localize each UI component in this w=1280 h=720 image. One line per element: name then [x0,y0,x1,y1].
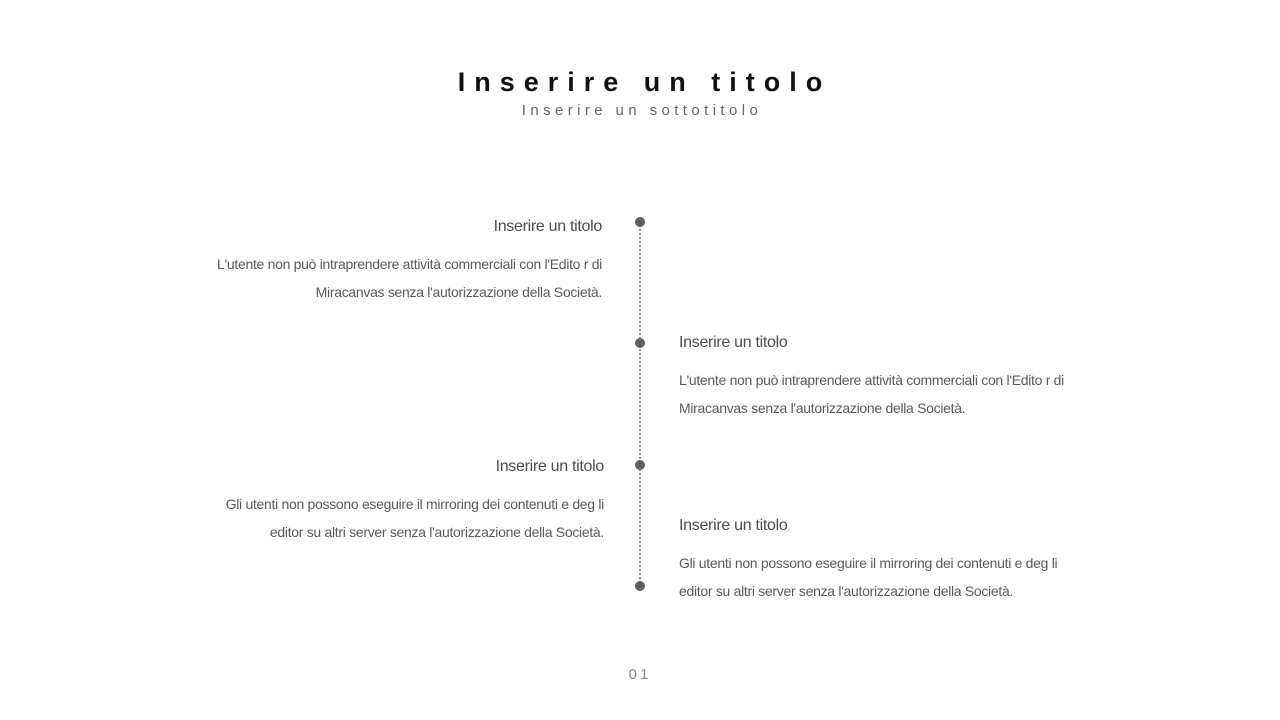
timeline-dot-2 [635,338,645,348]
timeline-item-4 [679,515,1079,605]
timeline-item-title: Inserire un titolo [679,517,788,534]
timeline-dot-4 [635,581,645,591]
timeline-item-text: Gli utenti non possono eseguire il mirroring dei contenuti e deg li editor su altri server senza l'autorizzazione della Società. [225,496,604,540]
slide-subtitle: Inserire un sottotitolo [521,102,763,119]
timeline-item-2 [679,332,1079,422]
timeline-item-text: L'utente non può intraprendere attività commerciali con l'Edito r di Miracanvas senza l'autorizzazione della Società. [217,256,602,300]
timeline-item-3 [204,456,604,546]
timeline-item-title: Inserire un titolo [495,458,604,475]
timeline-line [639,222,641,586]
timeline-dot-1 [635,217,645,227]
timeline-dot-3 [635,460,645,470]
timeline-item-title: Inserire un titolo [679,334,788,351]
timeline-item-text: Gli utenti non possono eseguire il mirroring dei contenuti e deg li editor su altri server senza l'autorizzazione della Società. [679,555,1058,599]
slide-header [0,60,1280,119]
page-number: 01 [628,666,652,683]
slide-title: Inserire un titolo [457,67,832,97]
timeline-item-title: Inserire un titolo [493,218,602,235]
timeline-item-1 [202,216,602,306]
timeline-item-text: L'utente non può intraprendere attività commerciali con l'Edito r di Miracanvas senza l'autorizzazione della Società. [679,372,1064,416]
